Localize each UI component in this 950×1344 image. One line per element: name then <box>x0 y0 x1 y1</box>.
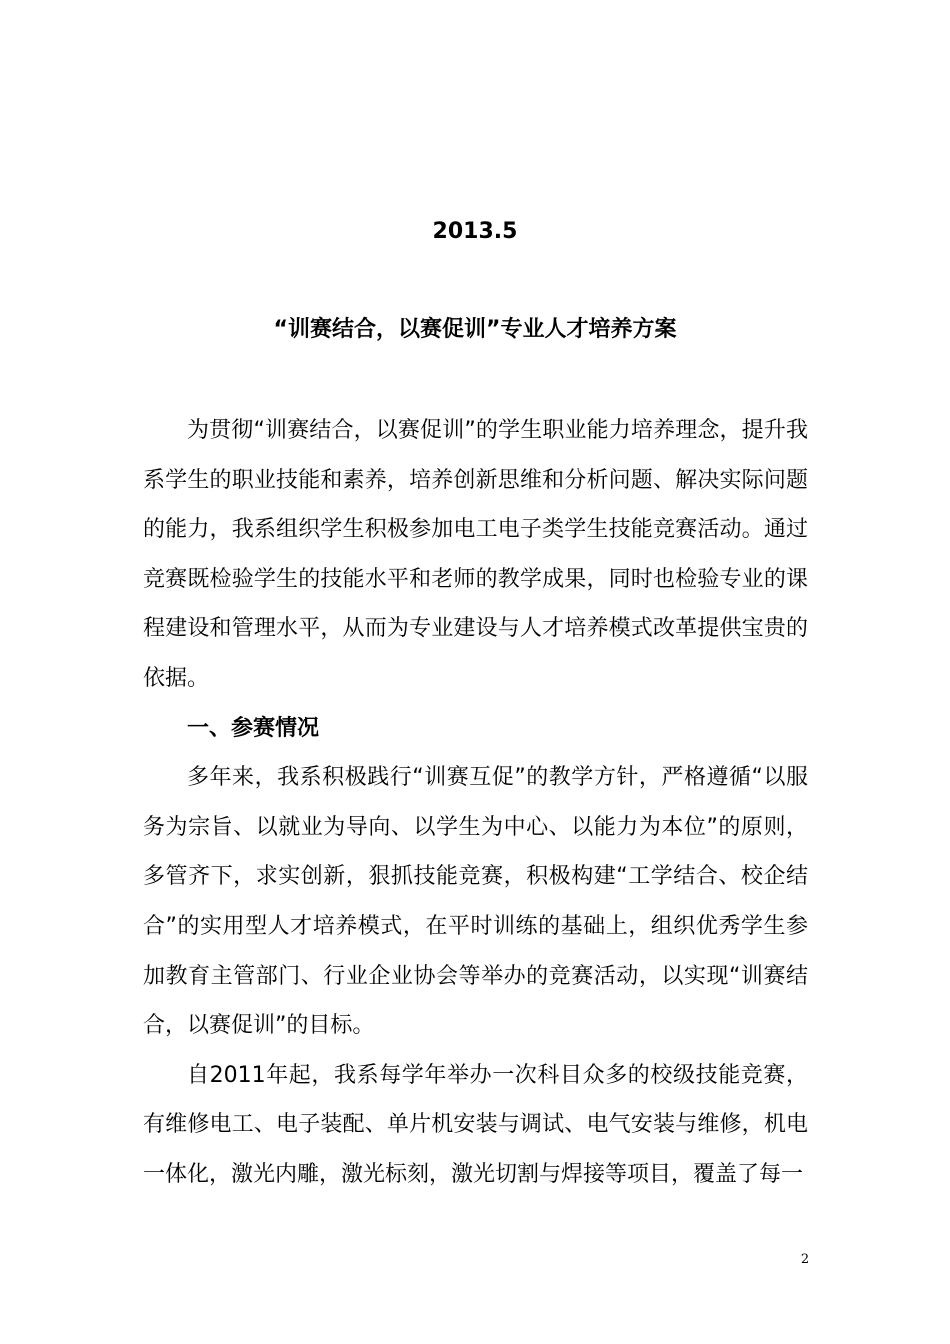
participation-paragraph-2: 自2011年起，我系每学年举办一次科目众多的校级技能竞赛，有维修电工、电子装配、单片机安装与调试、电气安装与维修，机电一体化，激光内雕，激光标刻，激光切割与焊接等项目，覆盖了每一 <box>143 1062 808 1187</box>
document-title: “训赛结合，以赛促训”专业人才培养方案 <box>273 317 677 342</box>
section-heading-participation: 一、参赛情况 <box>187 715 320 741</box>
document-date: 2013.5 <box>432 219 518 244</box>
intro-paragraph: 为贯彻“训赛结合，以赛促训”的学生职业能力培养理念，提升我系学生的职业技能和素养，培养创新思维和分析问题、解决实际问题的能力，我系组织学生积极参加电工电子类学生技能竞赛活动。通过竞赛既检验学生的技能水平和老师的教学成果，同时也检验专业的课程建设和管理水平，从而为专业建设与人才培养模式改革提供宝贵的依据。 <box>143 418 808 691</box>
page-number: 2 <box>800 1252 810 1267</box>
participation-paragraph-1: 多年来，我系积极践行“训赛互促”的教学方针，严格遵循“以服务为宗旨、以就业为导向、以学生为中心、以能力为本位”的原则，多管齐下，求实创新，狠抓技能竞赛，积极构建“工学结合、校企结合”的实用型人才培养模式，在平时训练的基础上，组织优秀学生参加教育主管部门、行业企业协会等举办的竞赛活动，以实现“训赛结合，以赛促训”的目标。 <box>143 765 808 1039</box>
document-body <box>143 406 808 1200</box>
